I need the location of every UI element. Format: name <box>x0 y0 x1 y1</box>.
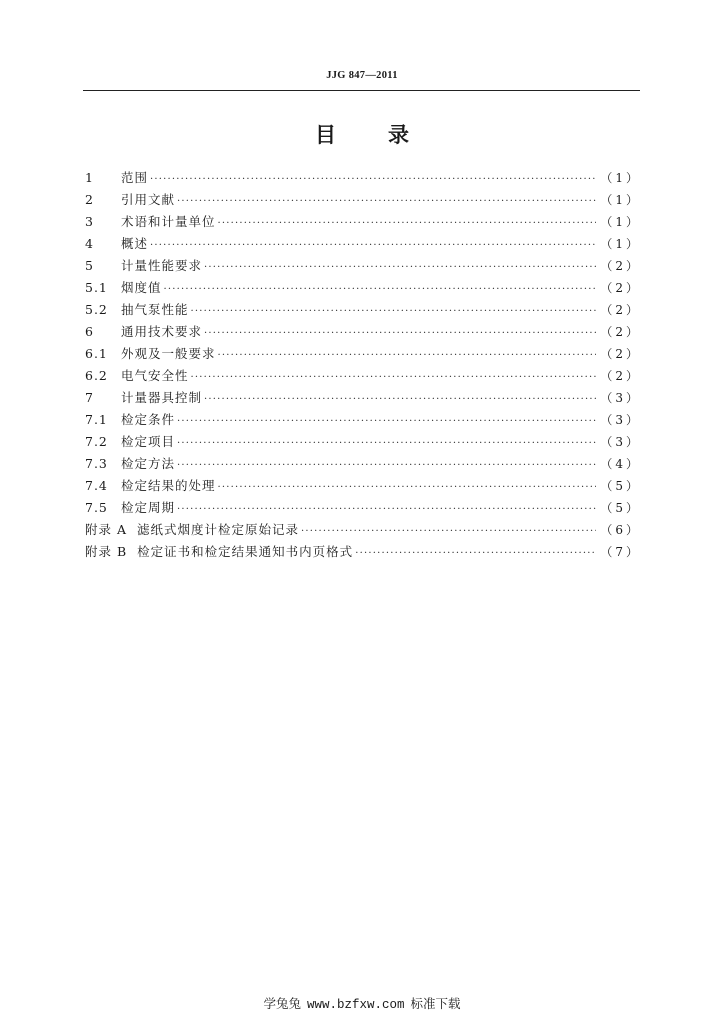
toc-page: （2） <box>600 369 641 383</box>
toc-number: 4 <box>85 236 94 251</box>
toc-entry-4 <box>85 233 641 255</box>
toc-entry-7-1 <box>85 409 641 431</box>
toc-page: （2） <box>600 347 641 361</box>
toc-dot-leader <box>177 433 596 455</box>
toc-page: （2） <box>600 281 641 295</box>
toc-number: 1 <box>85 170 94 185</box>
toc-dot-leader <box>355 543 596 565</box>
toc-dot-leader <box>177 455 596 477</box>
toc-title: 检定证书和检定结果通知书内页格式 <box>137 544 354 559</box>
toc-page: （5） <box>600 479 641 493</box>
toc-number: 5.2 <box>85 302 108 317</box>
toc-title: 电气安全性 <box>121 368 189 383</box>
toc-title: 检定周期 <box>121 500 176 515</box>
toc-page: （2） <box>600 303 641 317</box>
header-rule <box>83 90 640 91</box>
toc-page: （4） <box>600 457 641 471</box>
toc-entry-5-1 <box>85 277 641 299</box>
toc-number: 6.1 <box>85 346 108 361</box>
toc-number: 5.1 <box>85 280 108 295</box>
toc-number: 7.4 <box>85 478 108 493</box>
document-code-header: JJG 847—2011 <box>326 70 398 81</box>
toc-title: 烟度值 <box>121 280 162 295</box>
toc-number: 7 <box>85 390 94 405</box>
toc-page: （3） <box>600 413 641 427</box>
toc-page: （5） <box>600 501 641 515</box>
toc-page: （1） <box>600 171 641 185</box>
toc-dot-leader <box>204 389 596 411</box>
toc-dot-leader <box>177 499 596 521</box>
watermark-footer <box>0 994 724 1012</box>
toc-title: 概述 <box>121 236 149 251</box>
toc-entry-appendix-a <box>85 519 641 541</box>
toc-dot-leader <box>301 521 596 543</box>
toc-dot-leader <box>218 213 597 235</box>
toc-dot-leader <box>164 279 597 301</box>
toc-entry-7 <box>85 387 641 409</box>
footer-url: www.bzfxw.com <box>306 998 405 1012</box>
toc-dot-leader <box>150 169 596 191</box>
toc-number: 7.5 <box>85 500 108 515</box>
toc-title: 抽气泵性能 <box>121 302 189 317</box>
toc-number: 3 <box>85 214 94 229</box>
toc-page: （1） <box>600 193 641 207</box>
toc-dot-leader <box>150 235 596 257</box>
toc-entry-5-2 <box>85 299 641 321</box>
toc-title: 计量器具控制 <box>121 390 203 405</box>
toc-entry-appendix-b <box>85 541 641 563</box>
toc-dot-leader <box>177 411 596 433</box>
toc-title: 范围 <box>121 170 149 185</box>
toc-title: 计量性能要求 <box>121 258 203 273</box>
title-char-1: 目 <box>315 123 336 147</box>
footer-site-name: 学兔兔 <box>263 996 301 1011</box>
toc-entry-6-2 <box>85 365 641 387</box>
toc-number: 7.2 <box>85 434 108 449</box>
toc-page: （3） <box>600 391 641 405</box>
toc-dot-leader <box>177 191 596 213</box>
toc-dot-leader <box>218 345 597 367</box>
title-char-2: 录 <box>388 123 409 147</box>
toc-number: 7.1 <box>85 412 108 427</box>
toc-entry-6-1 <box>85 343 641 365</box>
toc-entry-6 <box>85 321 641 343</box>
toc-number: 附录 B <box>85 544 128 559</box>
toc-dot-leader <box>204 257 596 279</box>
toc-page: （3） <box>600 435 641 449</box>
toc-entry-1 <box>85 167 641 189</box>
toc-title: 引用文献 <box>121 192 176 207</box>
toc-entry-7-4 <box>85 475 641 497</box>
toc-page: （1） <box>600 237 641 251</box>
toc-entry-5 <box>85 255 641 277</box>
table-of-contents <box>85 167 641 563</box>
toc-number: 7.3 <box>85 456 108 471</box>
toc-number: 附录 A <box>85 522 128 537</box>
toc-dot-leader <box>191 367 597 389</box>
toc-entry-7-3 <box>85 453 641 475</box>
toc-page: （2） <box>600 259 641 273</box>
toc-page: （7） <box>600 545 641 559</box>
toc-title: 术语和计量单位 <box>121 214 216 229</box>
toc-number: 2 <box>85 192 94 207</box>
toc-dot-leader <box>218 477 597 499</box>
toc-dot-leader <box>191 301 597 323</box>
toc-title: 外观及一般要求 <box>121 346 216 361</box>
toc-page: （1） <box>600 215 641 229</box>
toc-title: 检定项目 <box>121 434 176 449</box>
toc-number: 6 <box>85 324 94 339</box>
page-title <box>0 119 724 149</box>
toc-number: 5 <box>85 258 94 273</box>
toc-title: 通用技术要求 <box>121 324 203 339</box>
toc-title: 检定条件 <box>121 412 176 427</box>
toc-page: （2） <box>600 325 641 339</box>
toc-entry-7-2 <box>85 431 641 453</box>
toc-entry-7-5 <box>85 497 641 519</box>
toc-title: 检定结果的处理 <box>121 478 216 493</box>
footer-tagline: 标准下载 <box>410 996 461 1011</box>
toc-page: （6） <box>600 523 641 537</box>
toc-title: 滤纸式烟度计检定原始记录 <box>137 522 300 537</box>
toc-entry-3 <box>85 211 641 233</box>
toc-dot-leader <box>204 323 596 345</box>
toc-title: 检定方法 <box>121 456 176 471</box>
toc-entry-2 <box>85 189 641 211</box>
toc-number: 6.2 <box>85 368 108 383</box>
